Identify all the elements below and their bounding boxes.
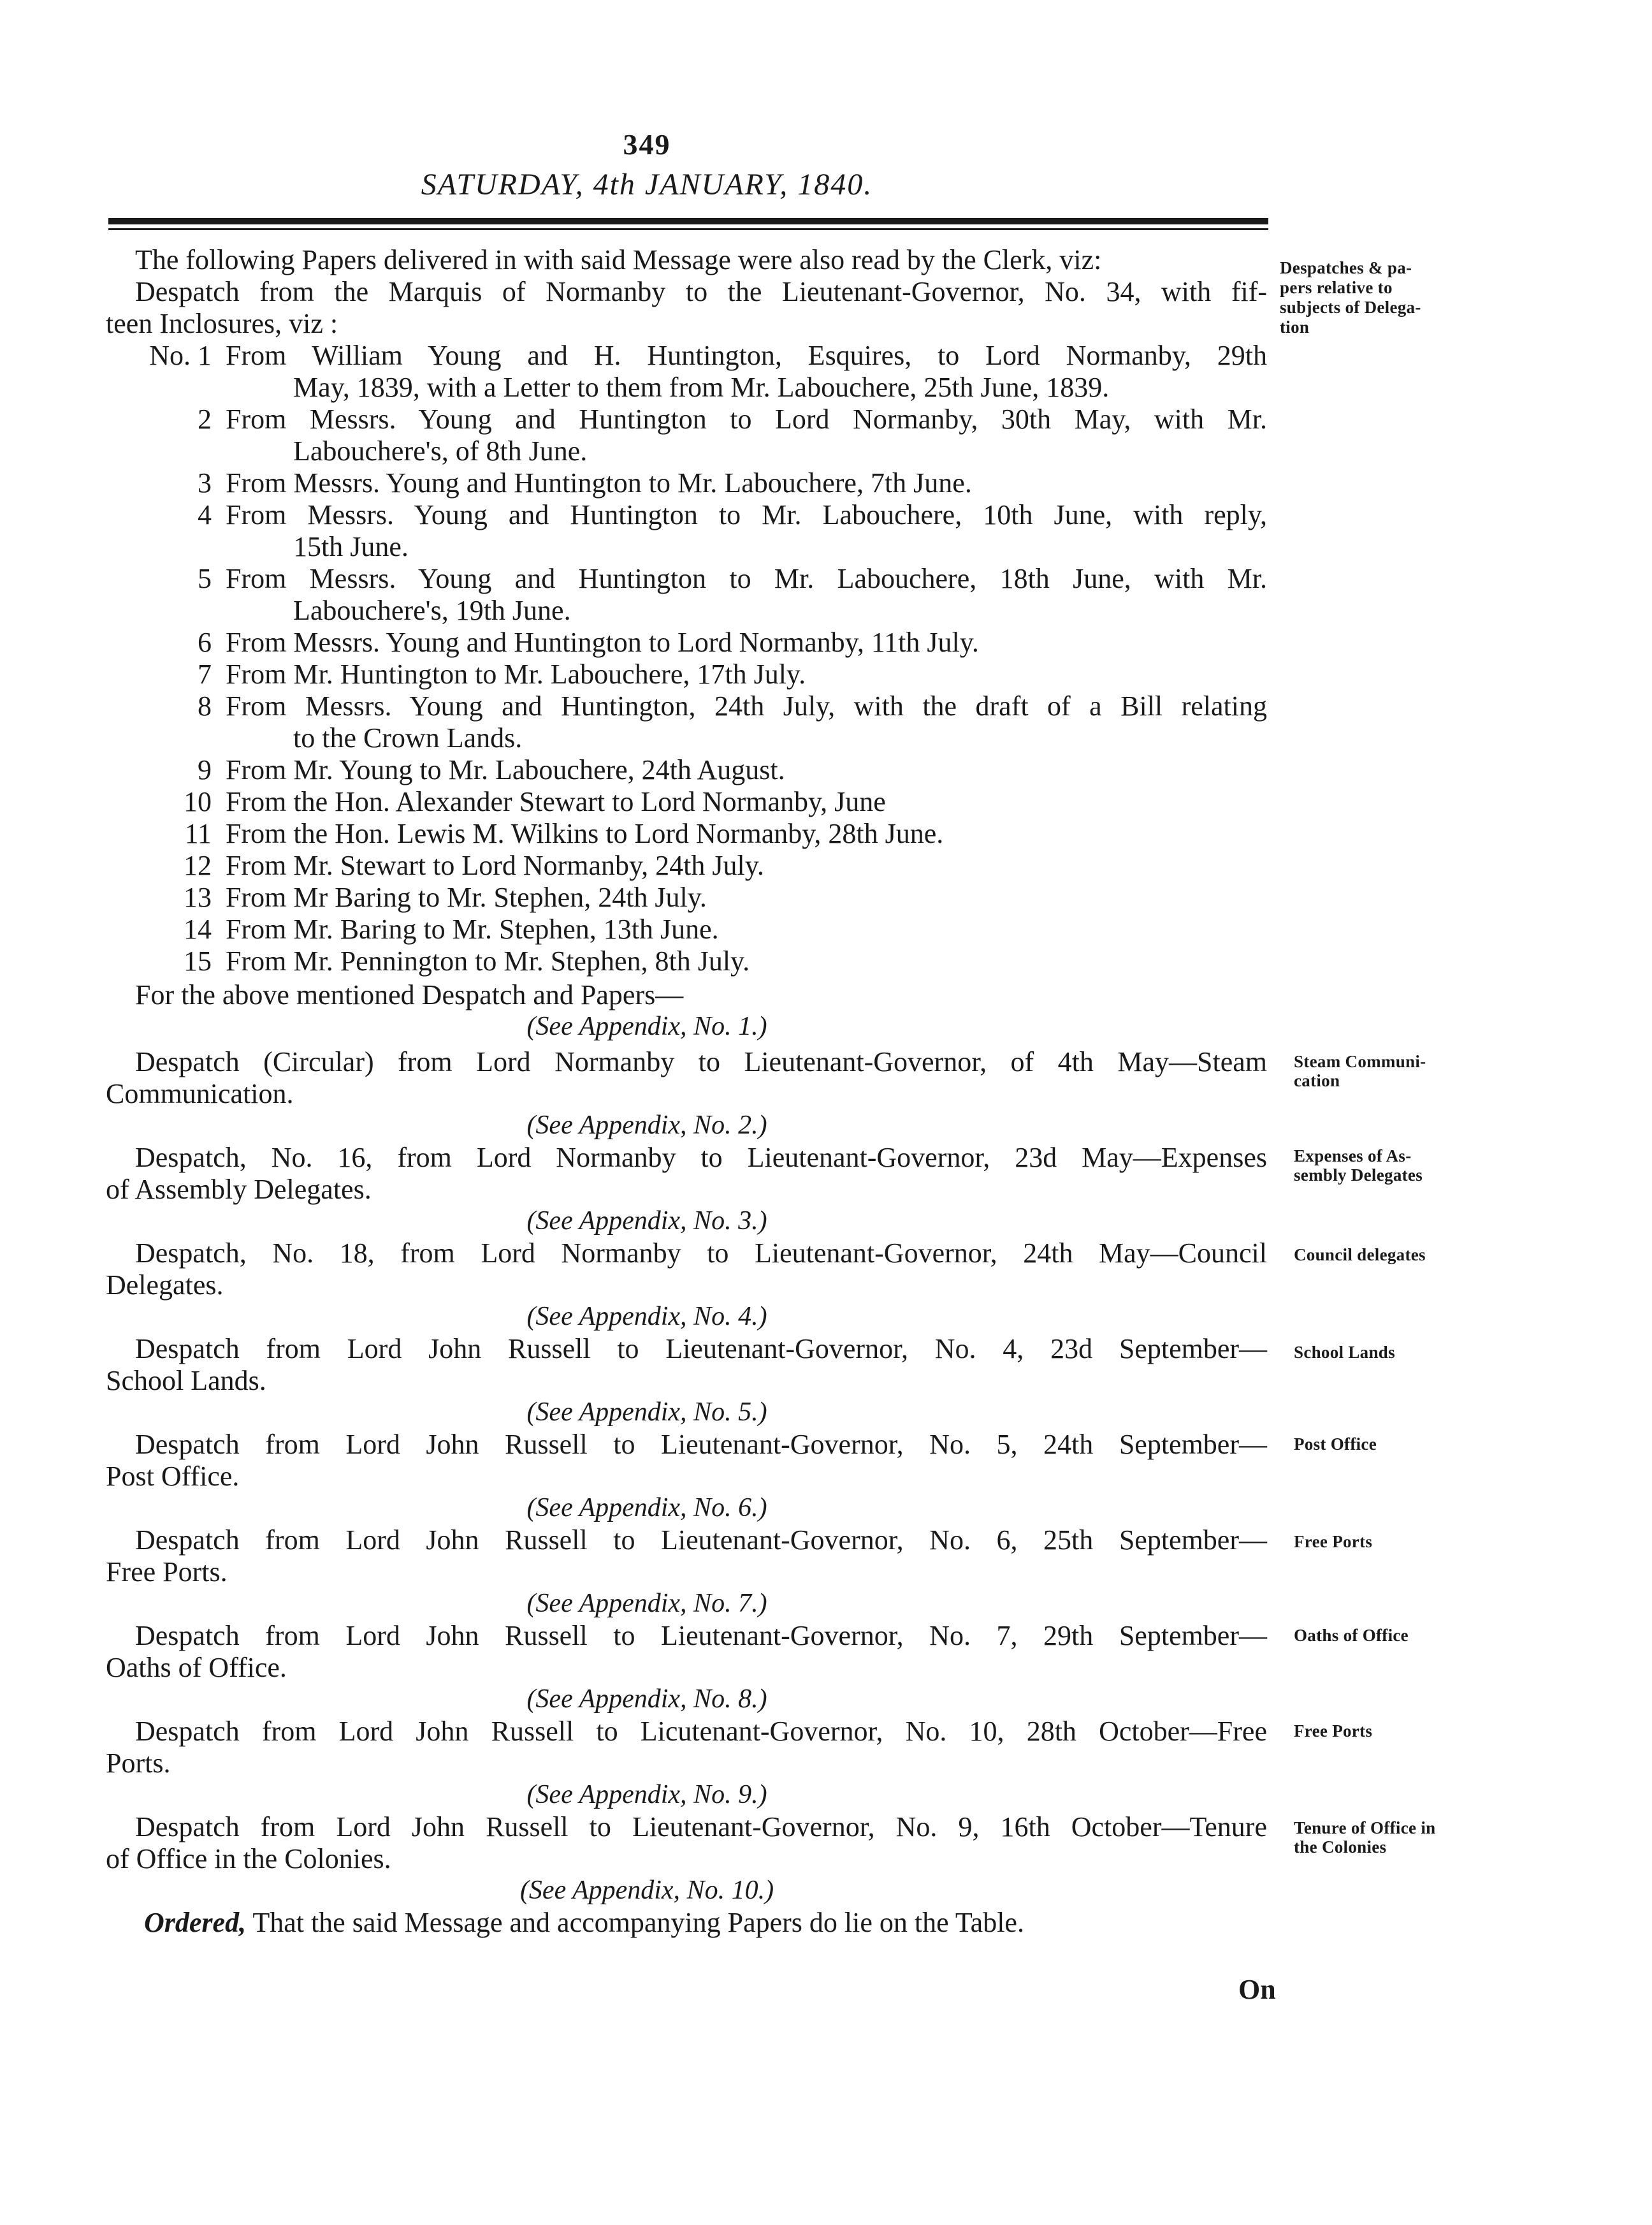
- appendix-reference: (See Appendix, No. 2.): [526, 1111, 767, 1140]
- inclosure-number: 10: [184, 786, 212, 817]
- inclosure-line: From Mr. Stewart to Lord Normanby, 24th July.: [226, 850, 764, 881]
- inclosure-line: From Mr. Huntington to Mr. Labouchere, 17th July.: [226, 659, 806, 690]
- page-date-heading: SATURDAY, 4th JANUARY, 1840.: [421, 168, 873, 201]
- inclosure-line: From Messrs. Young and Huntington to Lord Normanby, 30th May, with Mr.: [226, 404, 1267, 435]
- despatch-line: of Assembly Delegates.: [106, 1174, 372, 1205]
- header-rule-thin: [108, 228, 1268, 230]
- despatch-line: Despatch, No. 16, from Lord Normanby to Lieutenant-Governor, 23d May—Expenses: [135, 1142, 1267, 1173]
- appendix-reference: (See Appendix, No. 6.): [526, 1493, 767, 1522]
- inclosure-number: 4: [198, 499, 212, 530]
- appendix-reference: (See Appendix, No. 4.): [526, 1302, 767, 1331]
- inclosure-line: From Mr. Young to Mr. Labouchere, 24th August.: [226, 754, 785, 785]
- intro-line: teen Inclosures, viz :: [106, 308, 338, 339]
- inclosure-number: 11: [184, 818, 212, 849]
- despatch-line: Despatch from Lord John Russell to Lieutenant-Governor, No. 4, 23d September—: [135, 1333, 1267, 1364]
- margin-note: cation: [1294, 1071, 1340, 1090]
- ordered-label: Ordered,: [144, 1907, 247, 1938]
- despatch-line: Post Office.: [106, 1461, 240, 1492]
- margin-note: subjects of Delega-: [1280, 298, 1421, 317]
- inclosure-number: 8: [198, 690, 212, 722]
- appendix-reference: (See Appendix, No. 5.): [526, 1397, 767, 1427]
- intro-line: Despatch from the Marquis of Normanby to the Lieutenant-Governor, No. 34, with fif-: [135, 276, 1267, 307]
- inclosure-line: to the Crown Lands.: [293, 722, 523, 754]
- for-above-line: For the above mentioned Despatch and Papers—: [135, 979, 684, 1010]
- margin-note: Oaths of Office: [1294, 1626, 1409, 1645]
- despatch-line: Despatch from Lord John Russell to Lieutenant-Governor, No. 9, 16th October—Tenure: [135, 1811, 1267, 1842]
- appendix-reference: (See Appendix, No. 10.): [519, 1876, 774, 1905]
- appendix-reference: (See Appendix, No. 9.): [526, 1780, 767, 1809]
- inclosure-number: 3: [198, 467, 212, 499]
- inclosure-line: From Messrs. Young and Huntington, 24th July, with the draft of a Bill relating: [226, 690, 1267, 722]
- inclosure-line: From Mr Baring to Mr. Stephen, 24th July.: [226, 882, 707, 913]
- despatch-line: Delegates.: [106, 1269, 224, 1301]
- appendix-reference: (See Appendix, No. 1.): [526, 1012, 767, 1041]
- despatch-line: Despatch from Lord John Russell to Lieutenant-Governor, No. 7, 29th September—: [135, 1620, 1267, 1651]
- inclosure-number: No. 1: [149, 340, 212, 371]
- inclosure-line: From the Hon. Lewis M. Wilkins to Lord Normanby, 28th June.: [226, 818, 944, 849]
- inclosure-number: 6: [198, 627, 212, 658]
- inclosure-number: 15: [184, 945, 212, 977]
- catchword: On: [1238, 1974, 1276, 2005]
- appendix-reference: (See Appendix, No. 8.): [526, 1684, 767, 1714]
- inclosure-line: From Mr. Pennington to Mr. Stephen, 8th July.: [226, 945, 750, 977]
- inclosure-line: 15th June.: [293, 531, 409, 562]
- margin-note: pers relative to: [1280, 278, 1393, 297]
- inclosure-number: 14: [184, 914, 212, 945]
- inclosure-line: Labouchere's, of 8th June.: [293, 435, 588, 467]
- inclosure-line: From Messrs. Young and Huntington to Mr. Labouchere, 7th June.: [226, 467, 972, 499]
- despatch-line: Despatch from Lord John Russell to Licutenant-Governor, No. 10, 28th October—Free: [135, 1716, 1267, 1747]
- despatch-line: School Lands.: [106, 1365, 266, 1396]
- inclosure-number: 2: [198, 404, 212, 435]
- margin-note: School Lands: [1294, 1343, 1395, 1362]
- inclosure-line: From Messrs. Young and Huntington to Mr. Labouchere, 18th June, with Mr.: [226, 563, 1267, 594]
- despatch-line: Despatch, No. 18, from Lord Normanby to Lieutenant-Governor, 24th May—Council: [135, 1237, 1267, 1269]
- despatch-line: Despatch from Lord John Russell to Lieutenant-Governor, No. 6, 25th September—: [135, 1524, 1267, 1556]
- despatch-line: Ports.: [106, 1747, 171, 1779]
- inclosure-number: 7: [198, 659, 212, 690]
- despatch-line: of Office in the Colonies.: [106, 1843, 391, 1874]
- inclosure-number: 9: [198, 754, 212, 785]
- margin-note: Expenses of As-: [1294, 1146, 1412, 1165]
- inclosure-number: 5: [198, 563, 212, 594]
- intro-line: The following Papers delivered in with said Message were also read by the Clerk, viz:: [135, 244, 1102, 275]
- despatch-line: Despatch from Lord John Russell to Lieutenant-Governor, No. 5, 24th September—: [135, 1429, 1267, 1460]
- ordered-paragraph: [144, 1907, 1024, 1939]
- inclosure-line: From William Young and H. Huntington, Esquires, to Lord Normanby, 29th: [226, 340, 1267, 371]
- margin-note: Despatches & pa-: [1280, 258, 1412, 277]
- margin-note: Post Office: [1294, 1434, 1377, 1454]
- header-rule-thick: [108, 218, 1268, 224]
- inclosure-line: From Messrs. Young and Huntington to Lord Normanby, 11th July.: [226, 627, 979, 658]
- margin-note: Tenure of Office in: [1294, 1818, 1436, 1837]
- margin-note: sembly Delegates: [1294, 1165, 1423, 1185]
- despatch-line: Free Ports.: [106, 1556, 228, 1587]
- inclosure-line: From Mr. Baring to Mr. Stephen, 13th June.: [226, 914, 719, 945]
- inclosure-line: Labouchere's, 19th June.: [293, 595, 571, 626]
- ordered-text: That the said Message and accompanying Papers do lie on the Table.: [252, 1907, 1024, 1938]
- inclosure-number: 12: [184, 850, 212, 881]
- inclosure-line: May, 1839, with a Letter to them from Mr. Labouchere, 25th June, 1839.: [293, 372, 1110, 403]
- appendix-reference: (See Appendix, No. 7.): [526, 1589, 767, 1618]
- page-number: 349: [623, 128, 671, 161]
- inclosure-line: From the Hon. Alexander Stewart to Lord Normanby, June: [226, 786, 886, 817]
- margin-note: tion: [1280, 317, 1310, 337]
- margin-note: the Colonies: [1294, 1837, 1387, 1857]
- margin-note: Steam Communi-: [1294, 1052, 1426, 1071]
- despatch-line: Despatch (Circular) from Lord Normanby to Lieutenant-Governor, of 4th May—Steam: [135, 1046, 1267, 1077]
- despatch-line: Communication.: [106, 1078, 294, 1109]
- appendix-reference: (See Appendix, No. 3.): [526, 1206, 767, 1236]
- margin-note: Free Ports: [1294, 1532, 1373, 1551]
- margin-note: Council delegates: [1294, 1245, 1426, 1264]
- inclosure-line: From Messrs. Young and Huntington to Mr. Labouchere, 10th June, with reply,: [226, 499, 1267, 530]
- margin-note: Free Ports: [1294, 1721, 1373, 1740]
- inclosure-number: 13: [184, 882, 212, 913]
- despatch-line: Oaths of Office.: [106, 1652, 287, 1683]
